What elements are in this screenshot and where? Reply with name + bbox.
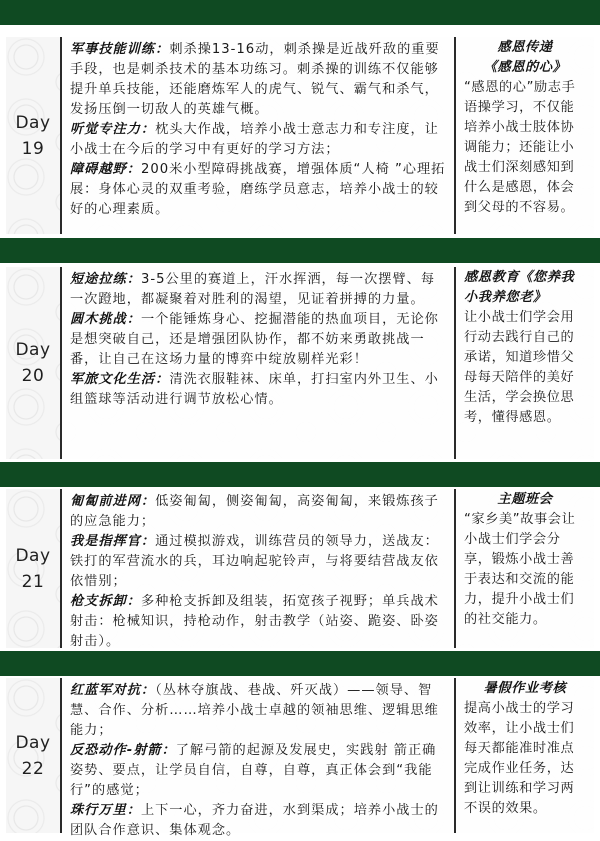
day-cell (6, 489, 60, 648)
day-number: 21 (21, 571, 45, 592)
section-divider (0, 0, 600, 25)
day-cell (6, 37, 60, 234)
activity-text: 多种枪支拆卸及组装，拓宽孩子视野；单兵战术射击：枪械知识，持枪动作，射击教学（站姿、跪姿、卧姿射击）。 (70, 594, 439, 649)
activity (70, 120, 448, 160)
day-row-21 (6, 489, 594, 648)
activity-text: 上下一心，齐力奋进，水到渠成；培养小战士的团队合作意识、集体观念。 (70, 803, 439, 838)
activity (70, 270, 448, 310)
activity-title: 红蓝军对抗： (70, 683, 156, 698)
activities-cell (60, 37, 456, 234)
activity-text: （丛林夺旗战、巷战、歼灭战）——领导、智慧、合作、分析……培养小战士卓越的领袖思维、逻辑思维能力； (70, 683, 439, 738)
day-label: Day (15, 732, 51, 753)
activity-title: 我是指挥官： (70, 534, 156, 549)
side-title: 暑假作业考核 (483, 681, 567, 696)
activity-text: 枕头大作战，培养小战士意志力和专注度，让小战士在今后的学习中有更好的学习方法； (70, 122, 439, 157)
side-cell (456, 678, 594, 833)
day-cell (6, 678, 60, 833)
day-number: 22 (21, 758, 45, 779)
side-cell (456, 267, 594, 459)
day-number: 20 (21, 366, 45, 386)
activity (70, 681, 448, 741)
activities-cell (60, 267, 456, 459)
activity (70, 741, 448, 801)
activity-title: 短途拉练： (70, 272, 141, 287)
activities-cell (60, 489, 456, 648)
day-row-20 (6, 267, 594, 459)
activities-cell (60, 678, 456, 838)
side-title: 感恩教育《您养我小我养您老》 (464, 270, 575, 305)
activity-title: 圆木挑战： (70, 312, 141, 327)
activity (70, 40, 448, 120)
activity (70, 801, 448, 841)
side-subtitle: 《感恩的心》 (483, 60, 567, 75)
activity-text: 一个能锤炼身心、挖掘潜能的热血项目，无论你是想突破自己，还是增强团队协作，都不妨来勇敢挑战一番，让自己在这场力量的博弈中绽放剔样光彩！ (70, 312, 439, 367)
side-cell (456, 37, 594, 234)
day-label: Day (15, 545, 51, 566)
side-text: “感恩的心”励志手语操学习，不仅能培养小战士肢体协调能力；还能让小战士们深刻感知到什么是感恩，体会到父母的不容易。 (464, 80, 576, 215)
day-row-19 (6, 37, 594, 234)
side-text: 让小战士们学会用行动去践行自己的承诺，知道珍惜父母每天陪伴的美好生活，学会换位思考，懂得感恩。 (464, 310, 575, 425)
activity-text: 刺杀操13-16动，刺杀操是近战歼敌的重要手段，也是刺杀技术的基本功练习。刺杀操的训练不仅能够提升单兵技能，还能磨炼军人的虎气、锐气、霸气和杀气，发扬压倒一切敌人的英雄气概。 (70, 42, 440, 117)
section-divider (0, 462, 600, 487)
activity (70, 492, 448, 532)
day-label: Day (15, 112, 51, 133)
activity-text: 3-5公里的赛道上，汗水挥洒，每一次摆臂、每一次蹬地，都凝聚着对胜利的渴望，见证着拼搏的力量。 (70, 272, 436, 307)
activity-text: 通过模拟游戏，训练营员的领导力，送战友：铁打的军营流水的兵，耳边响起驼铃声，与将要结营战友依依惜别； (70, 534, 439, 589)
side-text: “家乡美”故事会让小战士们学会分享，锻炼小战士善于表达和交流的能力，提升小战士们的社交能力。 (464, 512, 576, 627)
activity-title: 珠行万里： (70, 803, 141, 818)
activity (70, 310, 448, 370)
section-divider (0, 651, 600, 676)
section-divider (0, 238, 600, 263)
activity (70, 160, 448, 220)
day-number: 19 (21, 138, 45, 159)
activity-title: 反恐动作-射箭： (70, 743, 176, 758)
activity-text: 清洗衣服鞋袜、床单，打扫室内外卫生、小组篮球等活动进行调节放松心情。 (70, 372, 439, 407)
activity-title: 枪支拆卸： (70, 594, 141, 609)
activity-title: 听觉专注力： (70, 122, 156, 137)
activity (70, 370, 448, 410)
side-text: 提高小战士的学习效率，让小战士们每天都能准时准点完成作业任务，达到让训练和学习两不误的效果。 (464, 701, 575, 816)
side-title: 感恩传递 (497, 40, 553, 55)
day-label: Day (15, 340, 51, 360)
activity-title: 匍匐前进网： (70, 494, 156, 509)
activity-title: 军事技能训练： (70, 42, 170, 57)
day-row-22 (6, 678, 594, 838)
day-cell (6, 267, 60, 459)
activity-text: 200米小型障碍挑战赛，增强体质“人椅 ”心理拓展：身体心灵的双重考验，磨练学员意志，培养小战士的较好的心理素质。 (70, 162, 446, 217)
activity-text: 了解弓箭的起源及发展史，实践射 箭正确姿势、要点，让学员自信，自尊，自尊，真正体会到“我能行”的感觉； (70, 743, 437, 798)
activity-title: 障碍越野： (70, 162, 141, 177)
activity-title: 军旅文化生活： (70, 372, 170, 387)
activity (70, 532, 448, 592)
activity (70, 592, 448, 652)
activity-text: 低姿匍匐，侧姿匍匐，高姿匍匐，来锻炼孩子的应急能力； (70, 494, 439, 529)
side-cell (456, 489, 594, 648)
side-title: 主题班会 (497, 492, 553, 507)
